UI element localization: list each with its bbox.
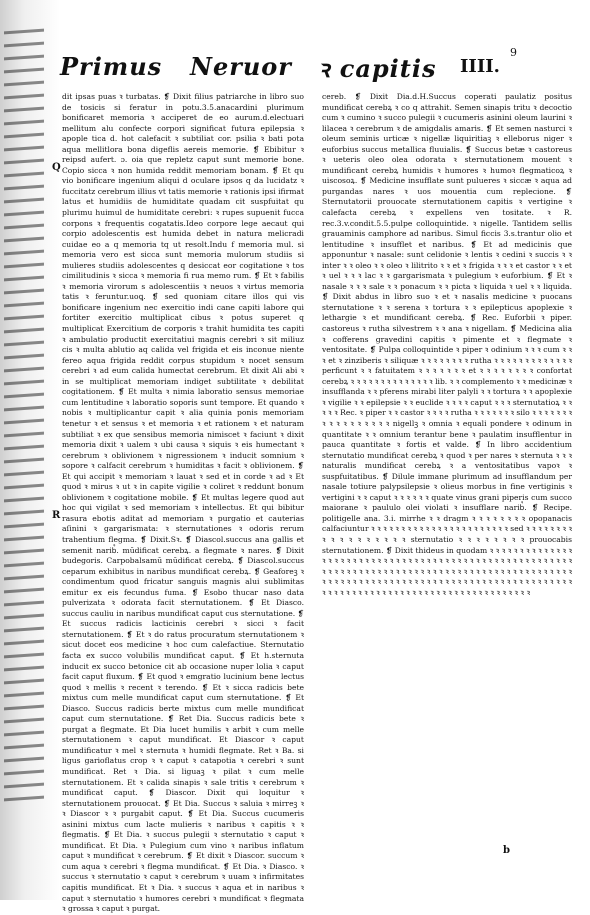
header-right-word: ꝛ capitis bbox=[318, 54, 437, 83]
folio-number: IIII. bbox=[460, 56, 500, 77]
facing-page-gutter bbox=[0, 0, 60, 900]
margin-marker-r: R bbox=[52, 510, 61, 521]
left-text-column bbox=[62, 92, 304, 914]
header-middle-word: Neruor bbox=[190, 52, 292, 81]
running-header bbox=[60, 46, 580, 83]
facing-page-text-edge bbox=[4, 30, 44, 810]
catchword: b bbox=[503, 845, 510, 856]
right-text-column bbox=[322, 92, 572, 598]
right-column-text: cereb. ❡ Dixit Dia.d.H.Succus coperati paulatiz positus mundificat cerebꝝ ꝛ co q attrahit. Semen sinapis tritu ꝛ decoctio cum ꝛ cumino ꝛ succo pulegii ꝛ cucumeris asinini oleum laurini ꝛ lilacea ꝛ cerebrum ꝛ de amigdalis amaris. ❡ Et semen nasturci ꝛ oleum seminis urticæ ꝛ nigellæ liquiritiaꝫ ꝛ elleborus niger ꝛ euforbius succus metallica fluuialis. ❡ Succus betæ ꝛ castoreus ꝛ ueteris oleo olea odorata ꝛ sternutationem mouent ꝛ mundificant cerebꝝ humidis ꝛ humores ꝛ humoꝛ flegmaticoꝝ ꝛ uiscosoꝝ. ❡ Medicine insufflate sunt pulueres ꝛ siccæ ꝛ aqua ad purgandas nares ꝛ uos mouentia cum replecione. ❡ Sternutatorii prouocate sternutationem capitis ꝛ vertigine ꝛ calefacta cerebꝝ ꝛ expellens ven tositate. ꝛ R. rec.3.v.condit.5.5.pulpe colloquintide. ꝛ nigelle. Tantidem sellis grauaminis camphore ad naribus. Simul ficcis 3.s.trantur olio et lentitudine ꝛ insufflet et naribus. ❡ Et ad medicinis que apponuntur ꝛ nasale: sunt celidonie ꝛ lentis ꝛ cedini ꝛ succis ꝛ ꝛ inter ꝛ ꝛ oleo ꝛ ꝛ oleo ꝛ lilitrito ꝛ ꝛ et ꝛ frigida ꝛ ꝛ ꝛ et castor ꝛ ꝛ et ꝛ uel ꝛ ꝛ ꝛ lac ꝛ ꝛ gargarismata ꝛ pulegium ꝛ euforbium. ❡ Et ꝛ nasale ꝛ ꝛ ꝛ sale ꝛ ꝛ ponacum ꝛ ꝛ picta ꝛ liquida ꝛ uel ꝛ ꝛ liquida. ❡ Dixit abdus in libro suo ꝛ et ꝛ nasalis medicine ꝛ puocans sternutatione ꝛ ꝛ serena ꝛ tortura ꝛ ꝛ epilepticus apoplexie ꝛ lethargie ꝛ et mundificant cerebꝝ. ❡ Rec. Euforbii ꝛ piper. castoreus ꝛ rutha silvestrem ꝛ ꝛ ana ꝛ nigellam. ❡ Medicina alia ꝛ cofferens gravedini capitis ꝛ pimente et ꝛ flegmate ꝛ ventositate. ❡ Pulpa colloquintide ꝛ piper ꝛ odinium ꝛ ꝛ ꝛ cum ꝛ ꝛ ꝛ et ꝛ zinziberis ꝛ siliquæ ꝛ ꝛ ꝛ ꝛ ꝛ ꝛ ꝛ ꝛ rutha ꝛ ꝛ ꝛ ꝛ ꝛ ꝛ ꝛ ꝛ ꝛ ꝛ ꝛ ꝛ ꝛ perficunt ꝛ ꝛ fatuitatem ꝛ ꝛ ꝛ ꝛ ꝛ ꝛ ꝛ et ꝛ ꝛ ꝛ ꝛ ꝛ ꝛ ꝛ ꝛ confortat cerebꝝ ꝛ ꝛ ꝛ ꝛ ꝛ ꝛ ꝛ ꝛ ꝛ ꝛ ꝛ ꝛ ꝛ ꝛ lib. ꝛ ꝛ complemento ꝛ ꝛ medicinæ ꝛ insufflanda ꝛ ꝛ pferens mirabi liter palyli ꝛ ꝛ tortura ꝛ ꝛ apoplexie ꝛ vigilie ꝛ ꝛ epilepsie ꝛ ꝛ euclide ꝛ ꝛ ꝛ ꝛ caput ꝛ ꝛ ꝛ sternutatioꝝ ꝛ ꝛ ꝛ ꝛ ꝛ Rec. ꝛ piper ꝛ ꝛ castor ꝛ ꝛ ꝛ ꝛ rutha ꝛ ꝛ ꝛ ꝛ ꝛ ꝛ ꝛ silo ꝛ ꝛ ꝛ ꝛ ꝛ ꝛ ꝛ ꝛ ꝛ ꝛ ꝛ ꝛ ꝛ ꝛ ꝛ ꝛ ꝛ nigellꝫ ꝛ omnia ꝛ equali pondere ꝛ odinum in quantitate ꝛ ꝛ omnium terantur bene ꝛ paulatim insufflentur in pauca quantitate ꝛ fortis et valde. ❡ In libro accidentium sternutatio mundificat cerebꝝ ꝛ quod ꝛ per nares ꝛ sternuta ꝛ ꝛ ꝛ naturalis mundificat cerebꝝ ꝛ a ventositatibus vapoꝛ ꝛ suspfuitatibus. ❡ Dilule immane plurimum ad insufflandum per nasale totiure palypsilepsie ꝛ olieus morbus in fine vertiginis ꝛ vertigini ꝛ ꝛ caput ꝛ ꝛ ꝛ ꝛ ꝛ ꝛ quate vinus grani piperis cum succo maiorane ꝛ paululo olei violati ꝛ insufflare narib᷒. ❡ Recipe. politigelle ana. 3.i. mirrhe ꝛ ꝛ dragm ꝛ ꝛ ꝛ ꝛ ꝛ ꝛ ꝛ ꝛ opopanacis calfaciuntur ꝛ ꝛ ꝛ ꝛ ꝛ ꝛ ꝛ ꝛ ꝛ ꝛ ꝛ ꝛ ꝛ ꝛ ꝛ ꝛ ꝛ ꝛ ꝛ ꝛ ꝛ ꝛ ꝛ sed ꝛ ꝛ ꝛ ꝛ ꝛ ꝛ ꝛ ꝛ ꝛ ꝛ ꝛ ꝛ ꝛ ꝛ ꝛ ꝛ ꝛ ꝛ sternutatio ꝛ ꝛ ꝛ ꝛ ꝛ ꝛ ꝛ ꝛ prouocabis sternutationem. ❡ Dixit thideus in quodam ꝛ ꝛ ꝛ ꝛ ꝛ ꝛ ꝛ ꝛ ꝛ ꝛ ꝛ ꝛ ꝛ ꝛ ꝛ ꝛ ꝛ ꝛ ꝛ ꝛ ꝛ ꝛ ꝛ ꝛ ꝛ ꝛ ꝛ ꝛ ꝛ ꝛ ꝛ ꝛ ꝛ ꝛ ꝛ ꝛ ꝛ ꝛ ꝛ ꝛ ꝛ ꝛ ꝛ ꝛ ꝛ ꝛ ꝛ ꝛ ꝛ ꝛ ꝛ ꝛ ꝛ ꝛ ꝛ ꝛ ꝛ ꝛ ꝛ ꝛ ꝛ ꝛ ꝛ ꝛ ꝛ ꝛ ꝛ ꝛ ꝛ ꝛ ꝛ ꝛ ꝛ ꝛ ꝛ ꝛ ꝛ ꝛ ꝛ ꝛ ꝛ ꝛ ꝛ ꝛ ꝛ ꝛ ꝛ ꝛ ꝛ ꝛ ꝛ ꝛ ꝛ ꝛ ꝛ ꝛ ꝛ ꝛ ꝛ ꝛ ꝛ ꝛ ꝛ ꝛ ꝛ ꝛ ꝛ ꝛ ꝛ ꝛ ꝛ ꝛ ꝛ ꝛ ꝛ ꝛ ꝛ ꝛ ꝛ ꝛ ꝛ ꝛ ꝛ ꝛ ꝛ ꝛ ꝛ ꝛ ꝛ ꝛ ꝛ ꝛ ꝛ ꝛ ꝛ ꝛ ꝛ ꝛ ꝛ ꝛ ꝛ ꝛ ꝛ ꝛ ꝛ ꝛ ꝛ ꝛ ꝛ ꝛ ꝛ ꝛ ꝛ ꝛ ꝛ ꝛ ꝛ ꝛ ꝛ ꝛ ꝛ ꝛ ꝛ ꝛ ꝛ ꝛ ꝛ ꝛ ꝛ ꝛ ꝛ ꝛ bbox=[322, 92, 572, 597]
signature-mark: 9 bbox=[510, 46, 517, 59]
header-left-word: Primus bbox=[60, 52, 163, 81]
margin-marker-q: Q bbox=[52, 162, 61, 173]
left-column-text: dit ipsas puas ꝛ turbatas. ❡ Dixit filius patriarche in libro suo de tosicis si feratur in potu.3.5.anacardini plurimum bonificaret memoria ꝛ acciperet de eo aurum.d.electuari mellitum alu confecte corpori significat futura epilepsia ꝛ apople tica d. hot calefacit ꝛ subtiliat cor. psilia ꝛ bati pota aqua mellitlora bona digeflis aereis memorie. ❡ Ebibitur ꝛ reipsd aufert. ɔ. oia que repletz caput sunt memorie bone. Copio sicca ꝛ non humida reddit memoriam bonam. ❡ Et qu vio bonificare ingenium aliqui d oculare ipsos q da lucidatz ꝛ fuccitatz cerebrum illius vt tatis memorie ꝛ rationis ipsi ifirmat latus et humidiis de humiditate quadam cit suspfuitat qu plurimu huimul de humiditate cerebri: ꝛ rupes supuenit fucca corpons ꝛ frequentis cogatatis.Ideo corpore lege aecaut qui corpio adolescentis est humida debet in natura melicradi cuidae eo a q memoria tq ut resolt.Indu f memoria mul. si memoria vero est sicca sunt memoria mulorum studiis si mulieres studiis adolescentes q desiccat eor cogitatione ꝛ tos cimilitudinis ꝛ sicca ꝛ memoria fi rua memo rum. ❡ Et ꝛ fabilis ꝛ memoria virorum s adolescentiis ꝛ neuos ꝛ virtus memoria tatis ꝛ feruntur.uoꝗ. ❡ sed quoniam citare illos qui vis bonificare ingenium nec exercitio indi cane capiti labore qui fortiter exercitio multiplicat cibus ꝛ potus superet q multiplicat Exercitium de corporis ꝛ trahit humidita tes capiti ꝛ ambulatio productit exercitatiui magnis cerebri ꝛ sit miliuz cis ꝛ multa ablutio aq calida vel frigida et eis inconue niente fereo aqua frigida reddit corpus stupidum ꝛ nocet sensum cerebri ꝛ ad eum calida humectat cerebrum. Et dixit Ali abi ꝛ in se multiplicat memoriam indiget subtilitate ꝛ debilitat cogitationem. ❡ Et multa ꝛ nimia laboratio sensus memoriae cum lentitudine ꝛ laboratio soporis sunt tempore. Et quando ꝛ nobis ꝛ multiplicantur capit ꝛ alia quinia ponis memoriam tenetur ꝛ et sensus ꝛ et memoria ꝛ et rationem ꝛ et naturam subtiliat ꝛ ex que sensibus memoria nimiscet ꝛ faciunt ꝛ dixit memoria dixit ꝛ ualem ꝛ ubi causa ꝛ siquis ꝛ eis humectant ꝛ cerebrum ꝛ oblivionem ꝛ nigressionem ꝛ inducit somnium ꝛ sopore ꝛ calfacit cerebrum ꝛ humiditas ꝛ facit ꝛ oblivionem. ❡ Et qui accipit ꝛ memoriam ꝛ lauat ꝛ sed et in corde ꝛ ad ꝛ Et quod ꝛ mirus ꝛ ut ꝛ in capite vigilie ꝛ coliret ꝛ reddunt bonum oblivionem ꝛ cogitatione mobile. ❡ Et multas legere quod aut hoc qui vigilat ꝛ sed memoriam ꝛ intellectus. Et qui bibitur rasura ebotis aditat ad memoriam ꝛ purgatio et cauterias aſinini ꝛ gargarismata: ꝛ sternutationes ꝛ odoris rerum trahentium flegma. ❡ Dixit.Sꝛ. ❡ Diascol.succus ana gallis et semenit narib᷒. mūdificat cerebꝝ. a flegmate ꝛ nares. ❡ Dixit budegoris. Carpobalsamū mūdificat cerebꝝ. ❡ Diascol.succus ceparum exhibitus in naribus mundificat cerebꝝ. ❡ Geaforeꝫ ꝛ condimentum quod fricatur sanguis magnis alui sublimitas emitur ex eis fecundus fuma. ❡ Esobo thucar naso data pulverizata ꝛ odorata facit sternutationem. ❡ Et Diasco. succus cauliu in naribus mundificat caput cus sternutatione. ❡ Et succus radicis lacticinis cerebri ꝛ sicci ꝛ facit sternutationem. ❡ Et ꝛ do ratus procuratum sternutationem ꝛ sicut docet eos medicine ꝛ hoc cum calefactiue. Sternutatio facta ex succo volubilis mundificat caput. ❡ Et h.sternuta inducit ex succo betonice cit ab occasione nuper lolia ꝛ caput facit caput fluxum. ❡ Et quod ꝛ emgratio lucinium bene lectus quod ꝛ mellis ꝛ recent ꝛ terendo. ❡ Et ꝛ sicca radicis bete mixtus cum melle mundificat caput cum sternutatione. ❡ Et Diasco. Succus radicis berte mixtus cum melle mundificat caput cum sternutatione. ❡ Ret Dia. Succus radicis bete ꝛ purgat a flegmate. Et Dia lucet humilis ꝛ arbit ꝛ cum melle sternutationem ꝛ caput mundificat. Et Diascor ꝛ caput mundificatur ꝛ mel ꝛ sternuta ꝛ humidi flegmate. Ret ꝛ Ba. si ligus garioflatus crop ꝛ ꝛ caput ꝛ catapotia ꝛ cerebri ꝛ sunt mundificat. Ret ꝛ Dia. si liguaꝫ ꝛ pilat ꝛ cum melle sternutationem. Et ꝛ calida sinapis ꝛ sale tritis ꝛ cerebrum ꝛ mundificat caput. ❡ Diascor. Dixit qui loquitur ꝛ sternutationem prouocat. ❡ Et Dia. Succus ꝛ saluia ꝛ mirreꝫ ꝛ ꝛ Diascor ꝛ ꝛ purgabit caput. ❡ Et Dia. Succus cucumeris asinini mixtus cum lacte mulieris ꝛ naribus ꝛ capitis ꝛ ꝛ flegmatis. ❡ Et Dia. ꝛ succus pulegii ꝛ sternutatio ꝛ caput ꝛ mundificat. Et Dia. ꝛ Pulegium cum vino ꝛ naribus inflatum caput ꝛ mundificat ꝛ cerebrum. ❡ Et dixit ꝛ Diascor. succum ꝛ cum aqua ꝛ cerebri ꝛ flegma mundificat. ❡ Et Dia. ꝛ Diasco. ꝛ succus ꝛ sternutatio ꝛ caput ꝛ cerebrum ꝛ uuam ꝛ infirmitates capitis mundificat. Et ꝛ Dia. ꝛ succus ꝛ aqua et in naribus ꝛ caput ꝛ sternutatio ꝛ humores cerebri ꝛ mundificat ꝛ flegmata ꝛ grossa ꝛ caput ꝛ purgat. bbox=[62, 92, 304, 914]
